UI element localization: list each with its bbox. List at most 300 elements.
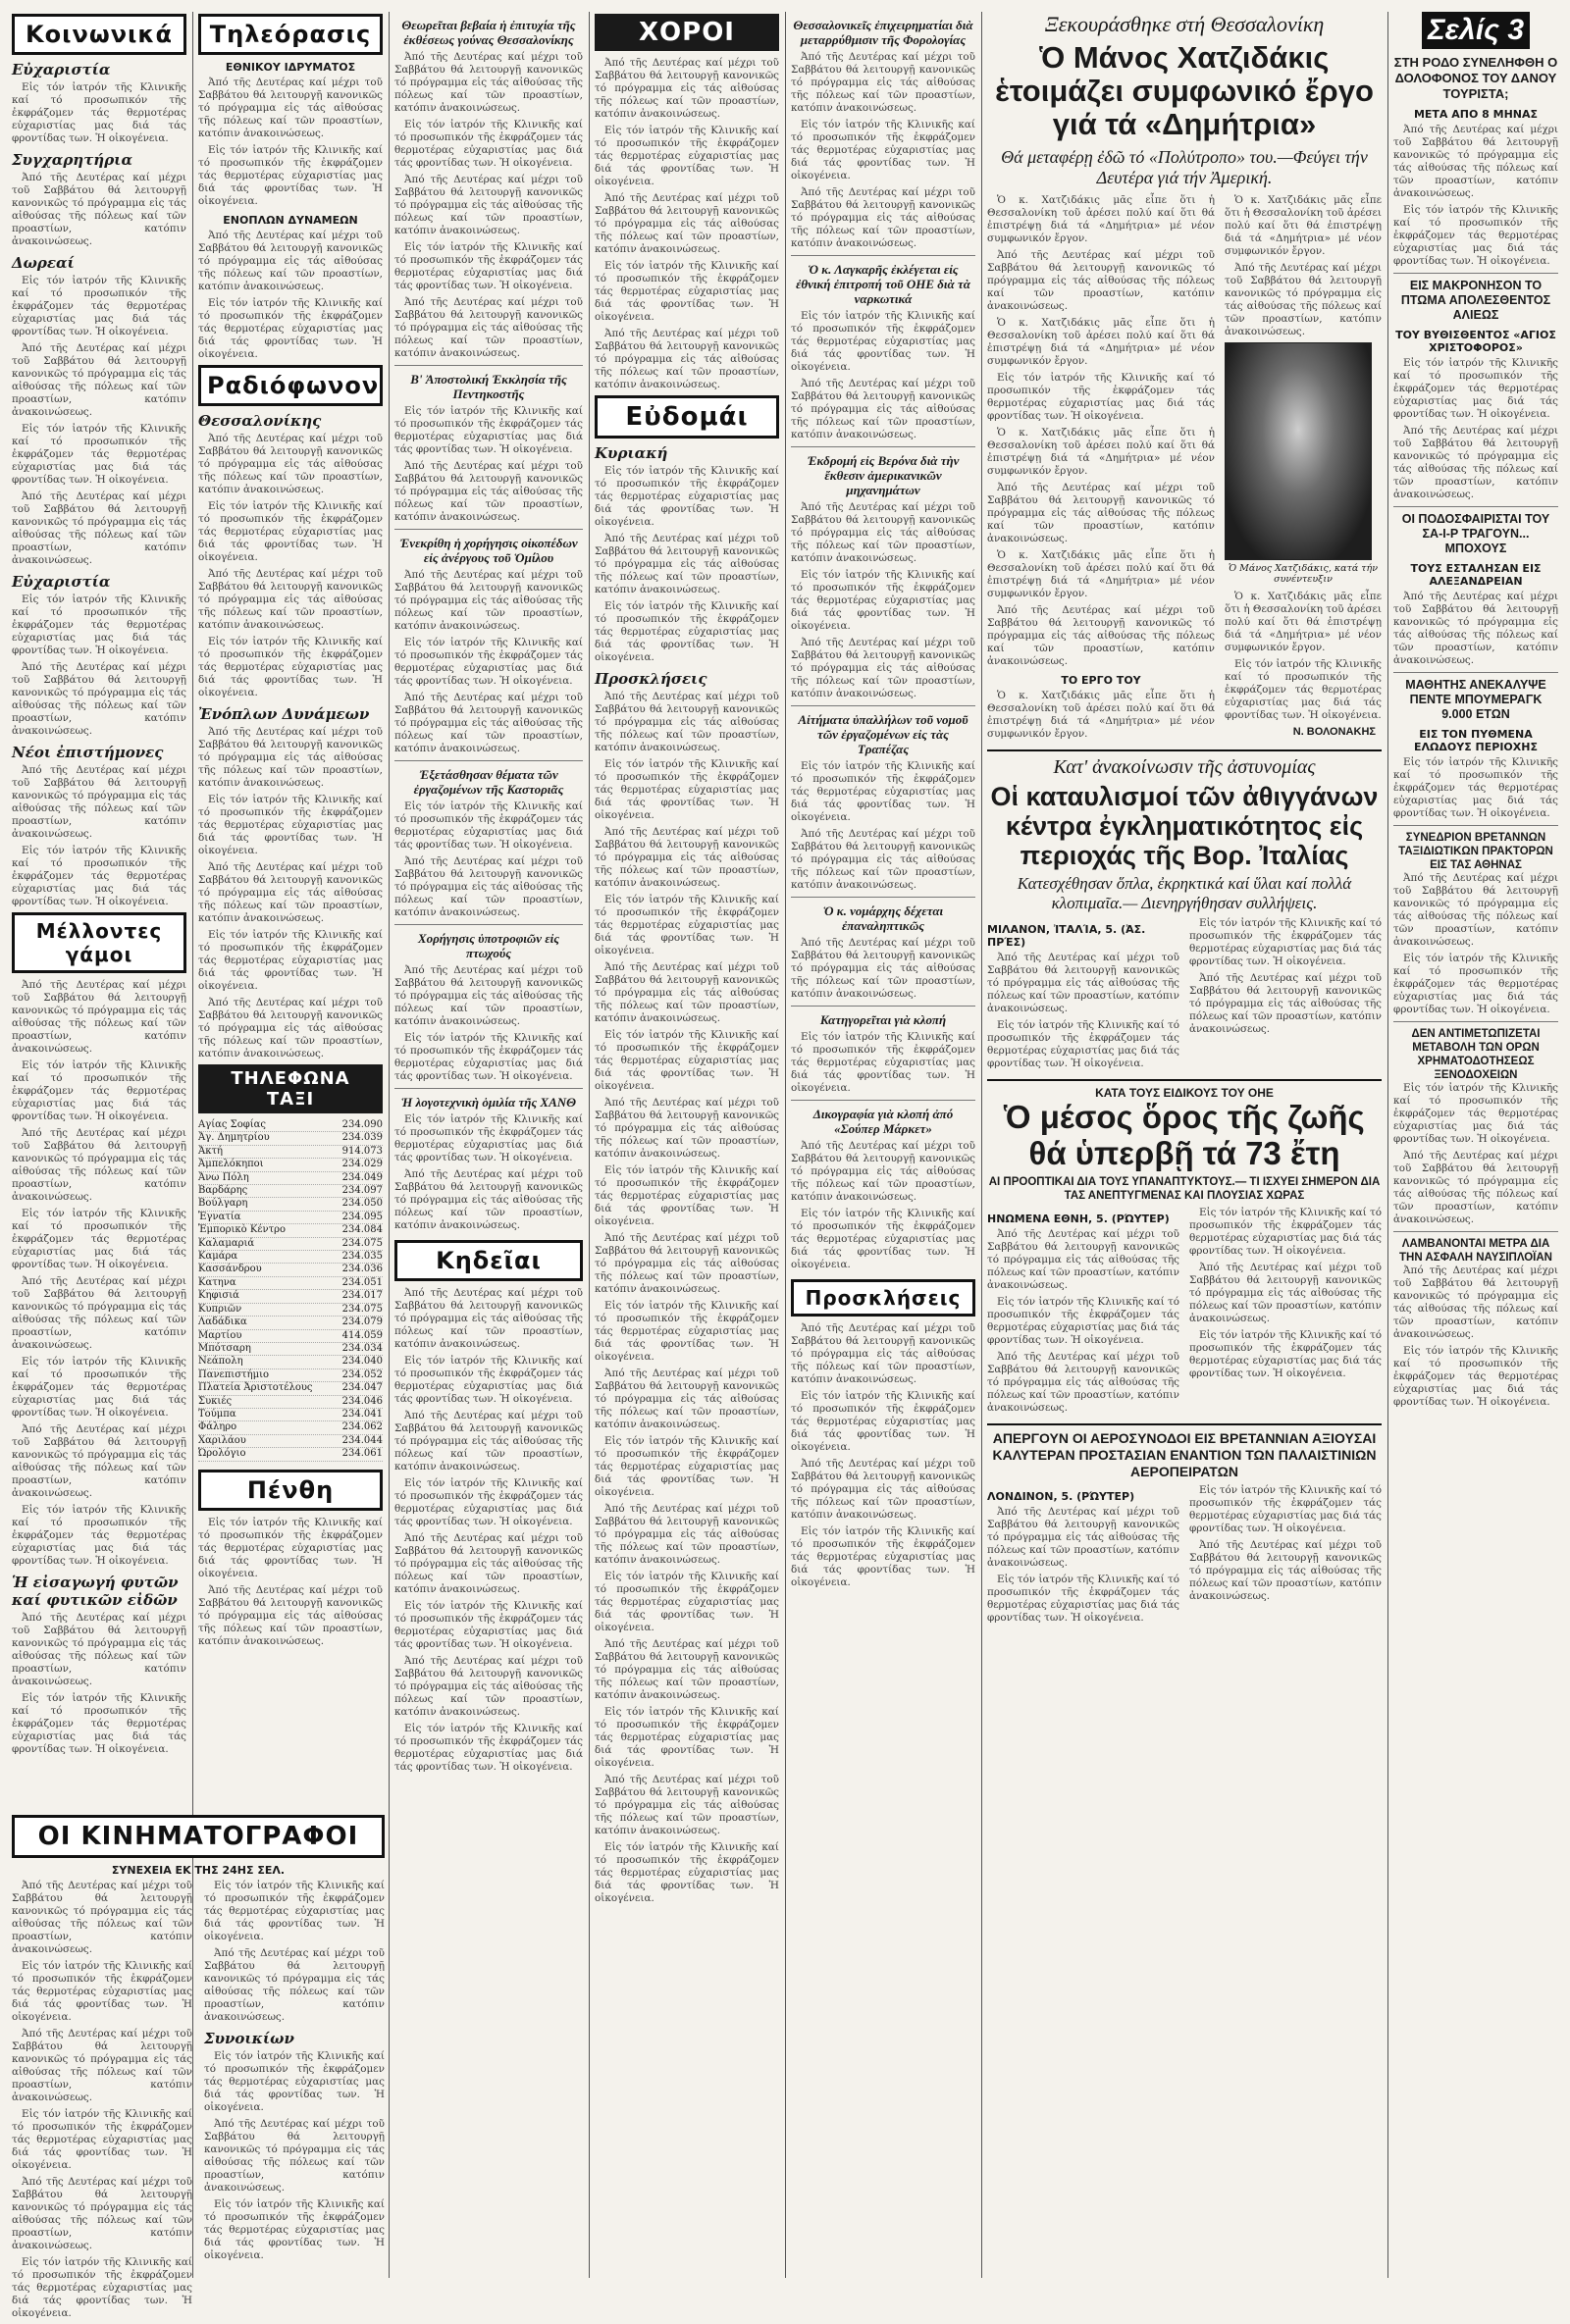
taxi-phone-row [198,1290,383,1303]
article-text: Εἰς τόν ἰατρόν τῆς Κλινικῆς καί τό προσωπικόν τῆς ἐκφράζομεν τάς θερμοτέρας εὐχαριστίας μας διά τάς φροντίδας των. Ἡ οἰκογένεια. [394,241,583,291]
article-text: Εἰς τόν ἰατρόν τῆς Κλινικῆς καί τό προσωπικόν τῆς ἐκφράζομεν τάς θερμοτέρας εὐχαριστίας μας διά τάς φροντίδας των. Ἡ οἰκογένεια. [12,1208,186,1270]
taxi-phone-row [198,1224,383,1237]
article-text: Εἰς τόν ἰατρόν τῆς Κλινικῆς καί τό προσωπικόν τῆς ἐκφράζομεν τάς θερμοτέρας εὐχαριστίας μας διά τάς φροντίδας των. Ἡ οἰκογένεια. [595,1571,779,1633]
brief-headline: ΣΥΝΕΔΡΙΟΝ ΒΡΕΤΑΝΝΩΝ ΤΑΞΙΔΙΩΤΙΚΩΝ ΠΡΑΚΤΟΡΩΝ ΕΙΣ ΤΑΣ ΑΘΗΝΑΣ [1398,832,1553,871]
taxi-area: Κασσάνδρου [198,1264,262,1275]
article-text: Ἀπό τῆς Δευτέρας καί μέχρι τοῦ Σαββάτου θά λειτουργῇ κανονικῶς τό πρόγραμμα εἰς τάς αἰθούσας τῆς πόλεως καί τῶν προαστίων, κατόπιν ἀνακοινώσεως. [394,174,583,236]
taxi-area: Μπότσαρη [198,1342,251,1354]
taxi-area: Ὠρολόγιο [198,1448,246,1460]
author-byline: Ν. ΒΟΛΟΝΑΚΗΣ [1292,726,1376,739]
taxi-area: Τούμπα [198,1408,236,1420]
taxi-number: 234.052 [341,1369,383,1380]
column-business [791,12,975,1593]
section-banner-appointments: Προσκλήσεις [791,1279,975,1317]
article-text: Εἰς τόν ἰατρόν τῆς Κλινικῆς καί τό προσωπικόν τῆς ἐκφράζομεν τάς θερμοτέρας εὐχαριστίας μας διά τάς φροντίδας των. Ἡ οἰκογένεια. [1189,917,1382,968]
taxi-number: 234.049 [341,1171,383,1183]
article-text: Ἀπό τῆς Δευτέρας καί μέχρι τοῦ Σαββάτου θά λειτουργῇ κανονικῶς τό πρόγραμμα εἰς τάς αἰθούσας τῆς πόλεως καί τῶν προαστίων, κατόπιν ἀνακοινώσεως. [394,1168,583,1231]
taxi-area: Συκιές [198,1395,233,1407]
article-text: Εἰς τόν ἰατρόν τῆς Κλινικῆς καί τό προσωπικόν τῆς ἐκφράζομεν τάς θερμοτέρας εὐχαριστίας μας διά τάς φροντίδας των. Ἡ οἰκογένεια. [595,1300,779,1363]
page-number-logo: Σελίς 3 [1422,12,1530,49]
taxi-phone-row [198,1369,383,1382]
article-text: Ἀπό τῆς Δευτέρας καί μέχρι τοῦ Σαββάτου θά λειτουργῇ κανονικῶς τό πρόγραμμα εἰς τάς αἰθούσας τῆς πόλεως καί τῶν προαστίων, κατόπιν ἀνακοινώσεως. [1189,972,1382,1036]
taxi-phone-row [198,1198,383,1211]
taxi-phone-list [198,1119,383,1462]
taxi-number: 234.084 [341,1224,383,1236]
article-text: Εἰς τόν ἰατρόν τῆς Κλινικῆς καί τό προσωπικόν τῆς ἐκφράζομεν τάς θερμοτέρας εὐχαριστίας μας διά τάς φροντίδας των. Ἡ οἰκογένεια. [1189,1328,1382,1379]
article-text: Ἀπό τῆς Δευτέρας καί μέχρι τοῦ Σαββάτου θά λειτουργῇ κανονικῶς τό πρόγραμμα εἰς τάς αἰθούσας τῆς πόλεως καί τῶν προαστίων, κατόπιν ἀνακοινώσεως. [198,433,383,495]
taxi-number: 234.090 [341,1119,383,1130]
article-text: Ἀπό τῆς Δευτέρας καί μέχρι τοῦ Σαββάτου θά λειτουργῇ κανονικῶς τό πρόγραμμα εἰς τάς αἰθούσας τῆς πόλεως καί τῶν προαστίων, κατόπιν ἀνακοινώσεως. [1393,1150,1558,1225]
brief-headline: ΜΑΘΗΤΗΣ ΑΝΕΚΑΛΥΨΕ ΠΕΝΤΕ ΜΠΟΥΜΕΡΑΓΚ 9.000 ΕΤΩΝ [1405,678,1546,721]
un-kicker: ΚΑΤΑ ΤΟΥΣ ΕΙΔΙΚΟΥΣ ΤΟΥ ΟΗΕ [1095,1086,1274,1101]
article-text: Ἀπό τῆς Δευτέρας καί μέχρι τοῦ Σαββάτου θά λειτουργῇ κανονικῶς τό πρόγραμμα εἰς τάς αἰθούσας τῆς πόλεως καί τῶν προαστίων, κατόπιν ἀνακοινώσεως. [595,57,779,120]
article-headline: Αἰτήματα ὑπαλλήλων τοῦ νομοῦ τῶν ἐργαζομένων εἰς τὰς Τραπέζας [798,712,968,756]
article-text: Ἀπό τῆς Δευτέρας καί μέχρι τοῦ Σαββάτου θά λειτουργῇ κανονικῶς τό πρόγραμμα εἰς τάς αἰθούσας τῆς πόλεως καί τῶν προαστίων, κατόπιν ἀνακοινώσεως. [12,1275,186,1351]
taxi-phone-row [198,1277,383,1290]
taxi-phone-row [198,1251,383,1264]
article-text: Ἀπό τῆς Δευτέρας καί μέχρι τοῦ Σαββάτου θά λειτουργῇ κανονικῶς τό πρόγραμμα εἰς τάς αἰθούσας τῆς πόλεως καί τῶν προαστίων, κατόπιν ἀνακοινώσεως. [12,979,186,1055]
article-text: Ἀπό τῆς Δευτέρας καί μέχρι τοῦ Σαββάτου θά λειτουργῇ κανονικῶς τό πρόγραμμα εἰς τάς αἰθούσας τῆς πόλεως καί τῶν προαστίων, κατόπιν ἀνακοινώσεως. [791,1140,975,1203]
subhead: Νέοι ἐπιστήμονες [12,744,164,761]
taxi-number: 414.059 [341,1329,383,1341]
article-text: Εἰς τόν ἰατρόν τῆς Κλινικῆς καί τό προσωπικόν τῆς ἐκφράζομεν τάς θερμοτέρας εὐχαριστίας μας διά τάς φροντίδας των. Ἡ οἰκογένεια. [12,1059,186,1122]
taxi-area: Αγίας Σοφίας [198,1119,267,1130]
article-text: Εἰς τόν ἰατρόν τῆς Κλινικῆς καί τό προσωπικόν τῆς ἐκφράζομεν τάς θερμοτέρας εὐχαριστίας μας διά τάς φροντίδας των. Ἡ οἰκογένεια. [1393,1345,1558,1408]
article-text: Ὁ κ. Χατζιδάκις μᾶς εἶπε ὅτι ἡ Θεσσαλονίκη τοῦ ἀρέσει πολύ καί ὅτι θά ἐπιστρέψῃ διά τά «Δημήτρια» μέ νέον συμφωνικόν ἔργον. [987,317,1215,368]
article-text: Ἀπό τῆς Δευτέρας καί μέχρι τοῦ Σαββάτου θά λειτουργῇ κανονικῶς τό πρόγραμμα εἰς τάς αἰθούσας τῆς πόλεως καί τῶν προαστίων, κατόπιν ἀνακοινώσεως. [987,249,1215,313]
italy-deck: Κατεσχέθησαν ὅπλα, ἐκρηκτικά καί ὕλαι καί πολλά κλοπιμαῖα.— Διενηργήθησαν συλλήψεις. [1017,874,1352,913]
article-text: Εἰς τόν ἰατρόν τῆς Κλινικῆς καί τό προσωπικόν τῆς ἐκφράζομεν τάς θερμοτέρας εὐχαριστίας μας διά τάς φροντίδας των. Ἡ οἰκογένεια. [198,929,383,992]
taxi-phone-row [198,1172,383,1185]
separator [394,529,583,530]
taxi-number: 234.062 [341,1421,383,1433]
separator [791,255,975,256]
separator [1393,1231,1558,1232]
taxi-phone-row [198,1212,383,1224]
taxi-phone-row [198,1396,383,1409]
article-text: Εἰς τόν ἰατρόν τῆς Κλινικῆς καί τό προσωπικόν τῆς ἐκφράζομεν τάς θερμοτέρας εὐχαριστίας μας διά τάς φροντίδας των. Ἡ οἰκογένεια. [595,260,779,323]
article-text: Εἰς τόν ἰατρόν τῆς Κλινικῆς καί τό προσωπικόν τῆς ἐκφράζομεν τάς θερμοτέρας εὐχαριστίας μας διά τάς φροντίδας των. Ἡ οἰκογένεια. [394,1355,583,1405]
taxi-area: Ἀμπελόκηποι [198,1159,264,1170]
subhead: Προσκλήσεις [595,670,707,688]
article-text: Εἰς τόν ἰατρόν τῆς Κλινικῆς καί τό προσωπικόν τῆς ἐκφράζομεν τάς θερμοτέρας εὐχαριστίας μας διά τάς φροντίδας των. Ἡ οἰκογένεια. [12,1960,192,2023]
article-text: Εἰς τόν ἰατρόν τῆς Κλινικῆς καί τό προσωπικόν τῆς ἐκφράζομεν τάς θερμοτέρας εὐχαριστίας μας διά τάς φροντίδας των. Ἡ οἰκογένεια. [595,1164,779,1227]
taxi-number: 234.047 [341,1382,383,1394]
article-text: Ἀπό τῆς Δευτέρας καί μέχρι τοῦ Σαββάτου θά λειτουργῇ κανονικῶς τό πρόγραμμα εἰς τάς αἰθούσας τῆς πόλεως καί τῶν προαστίων, κατόπιν ἀνακοινώσεως. [394,964,583,1027]
article-text: Εἰς τόν ἰατρόν τῆς Κλινικῆς καί τό προσωπικόν τῆς ἐκφράζομεν τάς θερμοτέρας εὐχαριστίας μας διά τάς φροντίδας των. Ἡ οἰκογένεια. [595,125,779,187]
taxi-number: 234.051 [341,1276,383,1288]
subhead: Εὐχαριστία [12,573,111,591]
taxi-phone-row [198,1264,383,1276]
article-text: Εἰς τόν ἰατρόν τῆς Κλινικῆς καί τό προσωπικόν τῆς ἐκφράζομεν τάς θερμοτέρας εὐχαριστίας μας διά τάς φροντίδας των. Ἡ οἰκογένεια. [595,894,779,956]
portrait-photo [1225,342,1372,560]
article-text: Ἀπό τῆς Δευτέρας καί μέχρι τοῦ Σαββάτου θά λειτουργῇ κανονικῶς τό πρόγραμμα εἰς τάς αἰθούσας τῆς πόλεως καί τῶν προαστίων, κατόπιν ἀνακοινώσεως. [12,1612,186,1687]
taxi-area: Λαδάδικα [198,1317,247,1328]
article-text: Εἰς τόν ἰατρόν τῆς Κλινικῆς καί τό προσωπικόν τῆς ἐκφράζομεν τάς θερμοτέρας εὐχαριστίας μας διά τάς φροντίδας των. Ἡ οἰκογένεια. [1393,1082,1558,1145]
cinema-intro: ΣΥΝΕΧΕΙΑ ΕΚ ΤΗΣ 24ΗΣ ΣΕΛ. [111,1864,286,1877]
article-text: Ἀπό τῆς Δευτέρας καί μέχρι τοῦ Σαββάτου θά λειτουργῇ κανονικῶς τό πρόγραμμα εἰς τάς αἰθούσας τῆς πόλεως καί τῶν προαστίων, κατόπιν ἀνακοινώσεως. [1393,591,1558,666]
article-text: Εἰς τόν ἰατρόν τῆς Κλινικῆς καί τό προσωπικόν τῆς ἐκφράζομεν τάς θερμοτέρας εὐχαριστίας μας διά τάς φροντίδας των. Ἡ οἰκογένεια. [12,594,186,656]
taxi-number: 234.079 [341,1317,383,1328]
section-banner-funerals: Κηδεῖαι [394,1240,583,1281]
section-banner-mourning: Πένθη [198,1470,383,1511]
article-text: Εἰς τόν ἰατρόν τῆς Κλινικῆς καί τό προσωπικόν τῆς ἐκφράζομεν τάς θερμοτέρας εὐχαριστίας μας διά τάς φροντίδας των. Ἡ οἰκογένεια. [791,310,975,373]
article-text: Ὁ κ. Χατζιδάκις μᾶς εἶπε ὅτι ἡ Θεσσαλονίκη τοῦ ἀρέσει πολύ καί ὅτι θά ἐπιστρέψῃ διά τά «Δημήτρια» μέ νέον συμφωνικόν ἔργον. [987,549,1215,600]
feature-section [987,12,1382,1628]
separator [1393,825,1558,826]
article-text: Ἀπό τῆς Δευτέρας καί μέχρι τοῦ Σαββάτου θά λειτουργῇ κανονικῶς τό πρόγραμμα εἰς τάς αἰθούσας τῆς πόλεως καί τῶν προαστίων, κατόπιν ἀνακοινώσεως. [1189,1261,1382,1324]
article-headline: Ὁ κ. νομάρχης δέχεται ἐπαναληπτικῶς [822,904,944,933]
article-text: Ἀπό τῆς Δευτέρας καί μέχρι τοῦ Σαββάτου θά λειτουργῇ κανονικῶς τό πρόγραμμα εἰς τάς αἰθούσας τῆς πόλεως καί τῶν προαστίων, κατόπιν ἀνακοινώσεως. [987,604,1215,668]
separator [394,924,583,925]
article-text: Ἀπό τῆς Δευτέρας καί μέχρι τοῦ Σαββάτου θά λειτουργῇ κανονικῶς τό πρόγραμμα εἰς τάς αἰθούσας τῆς πόλεως καί τῶν προαστίων, κατόπιν ἀνακοινώσεως. [1189,1538,1382,1602]
strike-headline: ΑΠΕΡΓΟΥΝ ΟΙ ΑΕΡΟΣΥΝΟΔΟΙ ΕΙΣ ΒΡΕΤΑΝΝΙΑΝ ΑΞΙΟΥΣΑΙ ΚΑΛΥΤΕΡΑΝ ΠΡΟΣΤΑΣΙΑΝ ΕΝΑΝΤΙΟΝ ΤΩΝ ΠΑΛΑΙΣΤΙΝΙΩΝ ΑΕΡΟΠΕΙΡΑΤΩΝ [992,1429,1377,1479]
article-text: Εἰς τόν ἰατρόν τῆς Κλινικῆς καί τό προσωπικόν τῆς ἐκφράζομεν τάς θερμοτέρας εὐχαριστίας μας διά τάς φροντίδας των. Ἡ οἰκογένεια. [394,800,583,851]
article-text: Εἰς τόν ἰατρόν τῆς Κλινικῆς καί τό προσωπικόν τῆς ἐκφράζομεν τάς θερμοτέρας εὐχαριστίας μας διά τάς φροντίδας των. Ἡ οἰκογένεια. [394,1600,583,1650]
taxi-number: 234.046 [341,1395,383,1407]
taxi-area: Καλαμαριά [198,1237,255,1249]
subhead: Θεσσαλονίκης [198,412,322,430]
dateline: ΛΟΝΔΙΝΟΝ, 5. (ΡΏΥΤΕΡ) [987,1489,1135,1503]
article-text: Εἰς τόν ἰατρόν τῆς Κλινικῆς καί τό προσωπικόν τῆς ἐκφράζομεν τάς θερμοτέρας εὐχαριστίας μας διά τάς φροντίδας των. Ἡ οἰκογένεια. [595,1029,779,1092]
taxi-area: Πλατεία Ἀριστοτέλους [198,1382,313,1394]
taxi-number: 234.017 [341,1290,383,1302]
article-text: Εἰς τόν ἰατρόν τῆς Κλινικῆς καί τό προσωπικόν τῆς ἐκφράζομεν τάς θερμοτέρας εὐχαριστίας μας διά τάς φροντίδας των. Ἡ οἰκογένεια. [1189,1206,1382,1257]
separator [987,1079,1382,1081]
taxi-area: Πανεπιστήμιο [198,1369,270,1380]
taxi-area: Κηφισιά [198,1290,239,1302]
taxi-phone-row [198,1185,383,1198]
separator [791,897,975,898]
taxi-phone-row [198,1356,383,1369]
dateline: ΜΙΛΑΝΟΝ, ἸΤΑΛΊΑ, 5. (ἈΣ. ΠΡΈΣ) [987,923,1146,950]
taxi-number: 234.095 [341,1211,383,1222]
article-text: Ἀπό τῆς Δευτέρας καί μέχρι τοῦ Σαββάτου θά λειτουργῇ κανονικῶς τό πρόγραμμα εἰς τάς αἰθούσας τῆς πόλεως καί τῶν προαστίων, κατόπιν ἀνακοινώσεως. [595,1097,779,1160]
article-text: Εἰς τόν ἰατρόν τῆς Κλινικῆς καί τό προσωπικόν τῆς ἐκφράζομεν τάς θερμοτέρας εὐχαριστίας μας διά τάς φροντίδας των. Ἡ οἰκογένεια. [198,1516,383,1579]
taxi-number: 234.044 [341,1434,383,1446]
article-text: Εἰς τόν ἰατρόν τῆς Κλινικῆς καί τό προσωπικόν τῆς ἐκφράζομεν τάς θερμοτέρας εὐχαριστίας μας διά τάς φροντίδας των. Ἡ οἰκογένεια. [204,2198,385,2261]
un-headline: Ὁ μέσος ὅρος τῆς ζωῆς θά ὑπερβῇ τά 73 ἔτη [1004,1099,1365,1171]
column-local-news [394,12,583,1778]
article-text: Ἀπό τῆς Δευτέρας καί μέχρι τοῦ Σαββάτου θά λειτουργῇ κανονικῶς τό πρόγραμμα εἰς τάς αἰθούσας τῆς πόλεως καί τῶν προαστίων, κατόπιν ἀνακοινώσεως. [12,491,186,566]
subhead: Κυριακή [595,444,668,462]
section-banner-taxi-phones: ΤΗΛΕΦΩΝΑ ΤΑΞΙ [198,1064,383,1113]
article-text: Εἰς τόν ἰατρόν τῆς Κλινικῆς καί τό προσωπικόν τῆς ἐκφράζομεν τάς θερμοτέρας εὐχαριστίας μας διά τάς φροντίδας των. Ἡ οἰκογένεια. [12,1692,186,1755]
brief-headline: ΟΙ ΠΟΔΟΣΦΑΙΡΙΣΤΑΙ ΤΟΥ ΣΑ-Ι-Ρ ΤΡΑΓΟΥΝ... ΜΠΟΧΟΥΣ [1401,512,1550,555]
taxi-phone-row [198,1343,383,1356]
article-text: Εἰς τόν ἰατρόν τῆς Κλινικῆς καί τό προσωπικόν τῆς ἐκφράζομεν τάς θερμοτέρας εὐχαριστίας μας διά τάς φροντίδας των. Ἡ οἰκογένεια. [198,297,383,360]
article-headline: Θεωρεῖται βεβαία ἡ ἐπιτυχία τῆς ἐκθέσεως γούνας Θεσσαλονίκης [401,18,576,47]
article-text: Εἰς τόν ἰατρόν τῆς Κλινικῆς καί τό προσωπικόν τῆς ἐκφράζομεν τάς θερμοτέρας εὐχαριστίας μας διά τάς φροντίδας των. Ἡ οἰκογένεια. [595,758,779,821]
article-text: Ἀπό τῆς Δευτέρας καί μέχρι τοῦ Σαββάτου θά λειτουργῇ κανονικῶς τό πρόγραμμα εἰς τάς αἰθούσας τῆς πόλεως καί τῶν προαστίων, κατόπιν ἀνακοινώσεως. [987,482,1215,545]
article-headline: Κατηγορεῖται γιὰ κλοπή [819,1012,947,1027]
subhead: Ἡ εἰσαγωγή φυτῶν καί φυτικῶν εἰδῶν [12,1574,179,1609]
taxi-phone-row [198,1448,383,1461]
column-divider [589,12,590,2278]
article-text: Εἰς τόν ἰατρόν τῆς Κλινικῆς καί τό προσωπικόν τῆς ἐκφράζομεν τάς θερμοτέρας εὐχαριστίας μας διά τάς φροντίδας των. Ἡ οἰκογένεια. [791,1525,975,1588]
taxi-number: 234.040 [341,1356,383,1368]
article-headline: Δικογραφία γιὰ κλοπή ἀπό «Σούπερ Μάρκετ» [812,1107,954,1136]
brief-subhead: ΤΟΥ ΒΥΘΙΣΘΕΝΤΟΣ «ΑΓΙΟΣ ΧΡΙΣΤΟΦΟΡΟΣ» [1395,329,1556,354]
article-text: Ἀπό τῆς Δευτέρας καί μέχρι τοῦ Σαββάτου θά λειτουργῇ κανονικῶς τό πρόγραμμα εἰς τάς αἰθούσας τῆς πόλεως καί τῶν προαστίων, κατόπιν ἀνακοινώσεως. [595,1774,779,1836]
brief-headline: ΕΙΣ ΜΑΚΡΟΝΗΣΟΝ ΤΟ ΠΤΩΜΑ ΑΠΟΛΕΣΘΕΝΤΟΣ ΑΛΙΕΩΣ [1400,279,1551,322]
article-text: Ἀπό τῆς Δευτέρας καί μέχρι τοῦ Σαββάτου θά λειτουργῇ κανονικῶς τό πρόγραμμα εἰς τάς αἰθούσας τῆς πόλεως καί τῶν προαστίων, κατόπιν ἀνακοινώσεως. [987,1350,1179,1414]
article-text: Εἰς τόν ἰατρόν τῆς Κλινικῆς καί τό προσωπικόν τῆς ἐκφράζομεν τάς θερμοτέρας εὐχαριστίας μας διά τάς φροντίδας των. Ἡ οἰκογένεια. [394,1113,583,1163]
article-text: Ἀπό τῆς Δευτέρας καί μέχρι τοῦ Σαββάτου θά λειτουργῇ κανονικῶς τό πρόγραμμα εἰς τάς αἰθούσας τῆς πόλεως καί τῶν προαστίων, κατόπιν ἀνακοινώσεως. [595,1232,779,1295]
article-text: Ἀπό τῆς Δευτέρας καί μέχρι τοῦ Σαββάτου θά λειτουργῇ κανονικῶς τό πρόγραμμα εἰς τάς αἰθούσας τῆς πόλεως καί τῶν προαστίων, κατόπιν ἀνακοινώσεως. [1393,1265,1558,1340]
separator [1393,273,1558,274]
article-text: Εἰς τόν ἰατρόν τῆς Κλινικῆς καί τό προσωπικόν τῆς ἐκφράζομεν τάς θερμοτέρας εὐχαριστίας μας διά τάς φροντίδας των. Ἡ οἰκογένεια. [394,1477,583,1527]
article-text: Ἀπό τῆς Δευτέρας καί μέχρι τοῦ Σαββάτου θά λειτουργῇ κανονικῶς τό πρόγραμμα εἰς τάς αἰθούσας τῆς πόλεως καί τῶν προαστίων, κατόπιν ἀνακοινώσεως. [394,855,583,918]
article-headline: Ὁ κ. Λαγκαρῆς ἐκλέγεται εἰς ἐθνική ἐπιτροπή τοῦ ΟΗΕ διὰ τὰ ναρκωτικά [796,262,970,306]
article-text: Ἀπό τῆς Δευτέρας καί μέχρι τοῦ Σαββάτου θά λειτουργῇ κανονικῶς τό πρόγραμμα εἰς τάς αἰθούσας τῆς πόλεως καί τῶν προαστίων, κατόπιν ἀνακοινώσεως. [198,568,383,631]
taxi-number: 234.034 [341,1342,383,1354]
article-text: Ἀπό τῆς Δευτέρας καί μέχρι τοῦ Σαββάτου θά λειτουργῇ κανονικῶς τό πρόγραμμα εἰς τάς αἰθούσας τῆς πόλεως καί τῶν προαστίων, κατόπιν ἀνακοινώσεως. [1393,872,1558,948]
article-text: Ἀπό τῆς Δευτέρας καί μέχρι τοῦ Σαββάτου θά λειτουργῇ κανονικῶς τό πρόγραμμα εἰς τάς αἰθούσας τῆς πόλεως καί τῶν προαστίων, κατόπιν ἀνακοινώσεως. [791,1458,975,1521]
section-banner-excursions: Εὐδομάι [595,395,779,439]
article-text: Ἀπό τῆς Δευτέρας καί μέχρι τοῦ Σαββάτου θά λειτουργῇ κανονικῶς τό πρόγραμμα εἰς τάς αἰθούσας τῆς πόλεως καί τῶν προαστίων, κατόπιν ἀνακοινώσεως. [791,828,975,891]
taxi-area: Ἀκτή [198,1145,223,1157]
feature-kicker: Ξεκουράσθηκε στή Θεσσαλονίκη [1044,12,1325,36]
subhead: ΕΘΝΙΚΟΥ ΙΔΡΥΜΑΤΟΣ [225,61,356,74]
article-text: Εἰς τόν ἰατρόν τῆς Κλινικῆς καί τό προσωπικόν τῆς ἐκφράζομεν τάς θερμοτέρας εὐχαριστίας μας διά τάς φροντίδας των. Ἡ οἰκογένεια. [12,1356,186,1419]
separator [791,1006,975,1007]
article-headline: Ἐξετάσθησαν θέματα τῶν ἐργαζομένων τῆς Καστοριᾶς [413,767,564,797]
separator [791,705,975,706]
article-text: Εἰς τόν ἰατρόν τῆς Κλινικῆς καί τό προσωπικόν τῆς ἐκφράζομεν τάς θερμοτέρας εὐχαριστίας μας διά τάς φροντίδας των. Ἡ οἰκογένεια. [1393,357,1558,420]
article-text: Εἰς τόν ἰατρόν τῆς Κλινικῆς καί τό προσωπικόν τῆς ἐκφράζομεν τάς θερμοτέρας εὐχαριστίας μας διά τάς φροντίδας των. Ἡ οἰκογένεια. [791,760,975,823]
article-text: Ἀπό τῆς Δευτέρας καί μέχρι τοῦ Σαββάτου θά λειτουργῇ κανονικῶς τό πρόγραμμα εἰς τάς αἰθούσας τῆς πόλεως καί τῶν προαστίων, κατόπιν ἀνακοινώσεως. [1225,262,1382,338]
separator [987,1423,1382,1425]
taxi-phone-row [198,1146,383,1159]
article-text: Ἀπό τῆς Δευτέρας καί μέχρι τοῦ Σαββάτου θά λειτουργῇ κανονικῶς τό πρόγραμμα εἰς τάς αἰθούσας τῆς πόλεως καί τῶν προαστίων, κατόπιν ἀνακοινώσεως. [791,1322,975,1385]
section-banner-dances: ΧΟΡΟΙ [595,14,779,51]
article-text: Εἰς τόν ἰατρόν τῆς Κλινικῆς καί τό προσωπικόν τῆς ἐκφράζομεν τάς θερμοτέρας εὐχαριστίας μας διά τάς φροντίδας των. Ἡ οἰκογένεια. [394,119,583,169]
article-text: Εἰς τόν ἰατρόν τῆς Κλινικῆς καί τό προσωπικόν τῆς ἐκφράζομεν τάς θερμοτέρας εὐχαριστίας μας διά τάς φροντίδας των. Ἡ οἰκογένεια. [198,144,383,207]
article-text: Εἰς τόν ἰατρόν τῆς Κλινικῆς καί τό προσωπικόν τῆς ἐκφράζομεν τάς θερμοτέρας εὐχαριστίας μας διά τάς φροντίδας των. Ἡ οἰκογένεια. [12,1504,186,1567]
separator [1393,1021,1558,1022]
taxi-phone-row [198,1409,383,1421]
taxi-area: Μαρτίου [198,1329,242,1341]
taxi-number: 914.073 [341,1145,383,1157]
article-text: Ἀπό τῆς Δευτέρας καί μέχρι τοῦ Σαββάτου θά λειτουργῇ κανονικῶς τό πρόγραμμα εἰς τάς αἰθούσας τῆς πόλεως καί τῶν προαστίων, κατόπιν ἀνακοινώσεως. [791,501,975,564]
article-text: Εἰς τόν ἰατρόν τῆς Κλινικῆς καί τό προσωπικόν τῆς ἐκφράζομεν τάς θερμοτέρας εὐχαριστίας μας διά τάς φροντίδας των. Ἡ οἰκογένεια. [198,794,383,856]
taxi-phone-row [198,1304,383,1317]
taxi-area: Ἀγ. Δημητρίου [198,1132,270,1144]
article-text: Εἰς τόν ἰατρόν τῆς Κλινικῆς καί τό προσωπικόν τῆς ἐκφράζομεν τάς θερμοτέρας εὐχαριστίας μας διά τάς φροντίδας των. Ἡ οἰκογένεια. [394,405,583,455]
article-text: Ἀπό τῆς Δευτέρας καί μέχρι τοῦ Σαββάτου θά λειτουργῇ κανονικῶς τό πρόγραμμα εἰς τάς αἰθούσας τῆς πόλεως καί τῶν προαστίων, κατόπιν ἀνακοινώσεως. [987,1227,1179,1291]
column-broadcast [198,12,383,1807]
section-banner-social: Κοινωνικά [12,14,186,55]
separator [791,446,975,447]
article-text: Εἰς τόν ἰατρόν τῆς Κλινικῆς καί τό προσωπικόν τῆς ἐκφράζομεν τάς θερμοτέρας εὐχαριστίας μας διά τάς φροντίδας των. Ἡ οἰκογένεια. [595,600,779,663]
subhead: Δωρεαί [12,254,75,272]
subhead: Συνοικίων [204,2030,294,2047]
section-banner-cinemas: ΟΙ ΚΙΝΗΜΑΤΟΓΡΑΦΟΙ [12,1815,385,1858]
article-text: Ἀπό τῆς Δευτέρας καί μέχρι τοῦ Σαββάτου θά λειτουργῇ κανονικῶς τό πρόγραμμα εἰς τάς αἰθούσας τῆς πόλεως καί τῶν προαστίων, κατόπιν ἀνακοινώσεως. [198,77,383,139]
article-text: Εἰς τόν ἰατρόν τῆς Κλινικῆς καί τό προσωπικόν τῆς ἐκφράζομεν τάς θερμοτέρας εὐχαριστίας μας διά τάς φροντίδας των. Ἡ οἰκογένεια. [987,1019,1179,1070]
article-text: Εἰς τόν ἰατρόν τῆς Κλινικῆς καί τό προσωπικόν τῆς ἐκφράζομεν τάς θερμοτέρας εὐχαριστίας μας διά τάς φροντίδας των. Ἡ οἰκογένεια. [1393,204,1558,267]
taxi-phone-row [198,1238,383,1251]
italy-headline: Οἱ καταυλισμοί τῶν ἀθιγγάνων κέντρα ἐγκληματικότητος εἰς περιοχάς τῆς Βορ. Ἰταλίας [990,782,1379,870]
article-text: Ἀπό τῆς Δευτέρας καί μέχρι τοῦ Σαββάτου θά λειτουργῇ κανονικῶς τό πρόγραμμα εἰς τάς αἰθούσας τῆς πόλεως καί τῶν προαστίων, κατόπιν ἀνακοινώσεως. [12,661,186,737]
article-text: Ἀπό τῆς Δευτέρας καί μέχρι τοῦ Σαββάτου θά λειτουργῇ κανονικῶς τό πρόγραμμα εἰς τάς αἰθούσας τῆς πόλεως καί τῶν προαστίων, κατόπιν ἀνακοινώσεως. [12,172,186,247]
article-text: Ἀπό τῆς Δευτέρας καί μέχρι τοῦ Σαββάτου θά λειτουργῇ κανονικῶς τό πρόγραμμα εἰς τάς αἰθούσας τῆς πόλεως καί τῶν προαστίων, κατόπιν ἀνακοινώσεως. [595,328,779,390]
article-text: Εἰς τόν ἰατρόν τῆς Κλινικῆς καί τό προσωπικόν τῆς ἐκφράζομεν τάς θερμοτέρας εὐχαριστίας μας διά τάς φροντίδας των. Ἡ οἰκογένεια. [12,81,186,144]
taxi-area: Βαρδάρης [198,1185,248,1197]
article-text: Ἀπό τῆς Δευτέρας καί μέχρι τοῦ Σαββάτου θά λειτουργῇ κανονικῶς τό πρόγραμμα εἰς τάς αἰθούσας τῆς πόλεως καί τῶν προαστίων, κατόπιν ἀνακοινώσεως. [394,1655,583,1718]
italy-kicker: Κατ' ἀνακοίνωσιν τῆς ἀστυνομίας [1053,756,1316,779]
taxi-number: 234.075 [341,1303,383,1315]
article-text: Ἀπό τῆς Δευτέρας καί μέχρι τοῦ Σαββάτου θά λειτουργῇ κανονικῶς τό πρόγραμμα εἰς τάς αἰθούσας τῆς πόλεως καί τῶν προαστίων, κατόπιν ἀνακοινώσεως. [791,186,975,249]
subhead: ΕΝΟΠΛΩΝ ΔΥΝΑΜΕΩΝ [223,214,358,227]
article-text: Εἰς τόν ἰατρόν τῆς Κλινικῆς καί τό προσωπικόν τῆς ἐκφράζομεν τάς θερμοτέρας εὐχαριστίας μας διά τάς φροντίδας των. Ἡ οἰκογένεια. [394,1723,583,1773]
taxi-phone-row [198,1119,383,1132]
taxi-area: Ἀνω Πόλη [198,1171,249,1183]
article-headline: Ἐνεκρίθη ἡ χορήγησις οἰκοπέδων εἰς ἀνέργους τοῦ Ὁμίλου [399,536,578,565]
article-text: Ἀπό τῆς Δευτέρας καί μέχρι τοῦ Σαββάτου θά λειτουργῇ κανονικῶς τό πρόγραμμα εἰς τάς αἰθούσας τῆς πόλεως καί τῶν προαστίων, κατόπιν ἀνακοινώσεως. [791,637,975,699]
un-deck: ΑΙ ΠΡΟΟΠΤΙΚΑΙ ΔΙΑ ΤΟΥΣ ΥΠΑΝΑΠΤΥΚΤΟΥΣ.— ΤΙ ΙΣΧΥΕΙ ΣΗΜΕΡΟΝ ΔΙΑ ΤΑΣ ΑΝΕΠΤΥΓΜΕΝΑΣ ΚΑΙ ΠΛΟΥΣΙΑΣ ΧΩΡΑΣ [988,1175,1381,1202]
article-text: Εἰς τόν ἰατρόν τῆς Κλινικῆς καί τό προσωπικόν τῆς ἐκφράζομεν τάς θερμοτέρας εὐχαριστίας μας διά τάς φροντίδας των. Ἡ οἰκογένεια. [12,845,186,907]
article-text: Εἰς τόν ἰατρόν τῆς Κλινικῆς καί τό προσωπικόν τῆς ἐκφράζομεν τάς θερμοτέρας εὐχαριστίας μας διά τάς φροντίδας των. Ἡ οἰκογένεια. [204,2050,385,2113]
article-text: Ὁ κ. Χατζιδάκις μᾶς εἶπε ὅτι ἡ Θεσσαλονίκη τοῦ ἀρέσει πολύ καί ὅτι θά ἐπιστρέψῃ διά τά «Δημήτρια» μέ νέον συμφωνικόν ἔργον. [1225,194,1382,258]
taxi-number: 234.029 [341,1159,383,1170]
article-text: Εἰς τόν ἰατρόν τῆς Κλινικῆς καί τό προσωπικόν τῆς ἐκφράζομεν τάς θερμοτέρας εὐχαριστίας μας διά τάς φροντίδας των. Ἡ οἰκογένεια. [1189,1483,1382,1534]
article-text: Ἀπό τῆς Δευτέρας καί μέχρι τοῦ Σαββάτου θά λειτουργῇ κανονικῶς τό πρόγραμμα εἰς τάς αἰθούσας τῆς πόλεως καί τῶν προαστίων, κατόπιν ἀνακοινώσεως. [595,1368,779,1430]
article-text: Εἰς τόν ἰατρόν τῆς Κλινικῆς καί τό προσωπικόν τῆς ἐκφράζομεν τάς θερμοτέρας εὐχαριστίας μας διά τάς φροντίδας των. Ἡ οἰκογένεια. [987,1295,1179,1346]
brief-headline: ΣΤΗ ΡΟΔΟ ΣΥΝΕΛΗΦΘΗ Ο ΔΟΛΟΦΟΝΟΣ ΤΟΥ ΔΑΝΟΥ ΤΟΥΡΙΣΤΑ; [1393,55,1558,101]
article-text: Ὁ κ. Χατζιδάκις μᾶς εἶπε ὅτι ἡ Θεσσαλονίκη τοῦ ἀρέσει πολύ καί ὅτι θά ἐπιστρέψῃ διά τά «Δημήτρια» μέ νέον συμφωνικόν ἔργον. [987,194,1215,245]
taxi-area: Ἐμπορικὸ Κέντρο [198,1224,287,1236]
taxi-number: 234.061 [341,1448,383,1460]
article-text: Ἀπό τῆς Δευτέρας καί μέχρι τοῦ Σαββάτου θά λειτουργῇ κανονικῶς τό πρόγραμμα εἰς τάς αἰθούσας τῆς πόλεως καί τῶν προαστίων, κατόπιν ἀνακοινώσεως. [198,726,383,789]
taxi-area: Καμάρα [198,1251,238,1263]
brief-headline: ΔΕΝ ΑΝΤΙΜΕΤΩΠΙΖΕΤΑΙ ΜΕΤΑΒΟΛΗ ΤΩΝ ΟΡΩΝ ΧΡΗΜΑΤΟΔΟΤΗΣΕΩΣ ΞΕΝΟΔΟΧΕΙΩΝ [1411,1028,1541,1081]
article-text: Ἀπό τῆς Δευτέρας καί μέχρι τοῦ Σαββάτου θά λειτουργῇ κανονικῶς τό πρόγραμμα εἰς τάς αἰθούσας τῆς πόλεως καί τῶν προαστίων, κατόπιν ἀνακοινώσεως. [595,691,779,753]
section-banner-tv: Τηλεόρασις [198,14,383,55]
article-text: Ἀπό τῆς Δευτέρας καί μέχρι τοῦ Σαββάτου θά λειτουργῇ κανονικῶς τό πρόγραμμα εἰς τάς αἰθούσας τῆς πόλεως καί τῶν προαστίων, κατόπιν ἀνακοινώσεως. [791,937,975,1000]
article-text: Ἀπό τῆς Δευτέρας καί μέχρι τοῦ Σαββάτου θά λειτουργῇ κανονικῶς τό πρόγραμμα εἰς τάς αἰθούσας τῆς πόλεως καί τῶν προαστίων, κατόπιν ἀνακοινώσεως. [791,378,975,440]
article-text: Ἀπό τῆς Δευτέρας καί μέχρι τοῦ Σαββάτου θά λειτουργῇ κανονικῶς τό πρόγραμμα εἰς τάς αἰθούσας τῆς πόλεως καί τῶν προαστίων, κατόπιν ἀνακοινώσεως. [1393,425,1558,500]
article-text: Ἀπό τῆς Δευτέρας καί μέχρι τοῦ Σαββάτου θά λειτουργῇ κανονικῶς τό πρόγραμμα εἰς τάς αἰθούσας τῆς πόλεως καί τῶν προαστίων, κατόπιν ἀνακοινώσεως. [987,1505,1179,1569]
article-text: Ἀπό τῆς Δευτέρας καί μέχρι τοῦ Σαββάτου θά λειτουργῇ κανονικῶς τό πρόγραμμα εἰς τάς αἰθούσας τῆς πόλεως καί τῶν προαστίων, κατόπιν ἀνακοινώσεως. [595,1503,779,1566]
taxi-area: Ἐγνατία [198,1211,241,1222]
article-text: Εἰς τόν ἰατρόν τῆς Κλινικῆς καί τό προσωπικόν τῆς ἐκφράζομεν τάς θερμοτέρας εὐχαριστίας μας διά τάς φροντίδας των. Ἡ οἰκογένεια. [595,465,779,528]
article-text: Ἀπό τῆς Δευτέρας καί μέχρι τοῦ Σαββάτου θά λειτουργῇ κανονικῶς τό πρόγραμμα εἰς τάς αἰθούσας τῆς πόλεως καί τῶν προαστίων, κατόπιν ἀνακοινώσεως. [394,692,583,754]
article-text: Ἀπό τῆς Δευτέρας καί μέχρι τοῦ Σαββάτου θά λειτουργῇ κανονικῶς τό πρόγραμμα εἰς τάς αἰθούσας τῆς πόλεως καί τῶν προαστίων, κατόπιν ἀνακοινώσεως. [204,2118,385,2194]
taxi-number: 234.041 [341,1408,383,1420]
article-headline: Ἐκδρομή εἰς Βερόνα διὰ τὴν ἔκθεσιν ἀμερικανικῶν μηχανημάτων [807,453,960,497]
article-text: Εἰς τόν ἰατρόν τῆς Κλινικῆς καί τό προσωπικόν τῆς ἐκφράζομεν τάς θερμοτέρας εὐχαριστίας μας διά τάς φροντίδας των. Ἡ οἰκογένεια. [987,372,1215,423]
taxi-phone-row [198,1435,383,1448]
article-headline: Β' Ἀποστολική Ἐκκλησία τῆς Πεντηκοστῆς [410,372,567,401]
article-text: Ὁ κ. Χατζιδάκις μᾶς εἶπε ὅτι ἡ Θεσσαλονίκη τοῦ ἀρέσει πολύ καί ὅτι θά ἐπιστρέψῃ διά τά «Δημήτρια» μέ νέον συμφωνικόν ἔργον. [987,690,1215,741]
article-text: Ἀπό τῆς Δευτέρας καί μέχρι τοῦ Σαββάτου θά λειτουργῇ κανονικῶς τό πρόγραμμα εἰς τάς αἰθούσας τῆς πόλεως καί τῶν προαστίων, κατόπιν ἀνακοινώσεως. [595,961,779,1024]
article-text: Ἀπό τῆς Δευτέρας καί μέχρι τοῦ Σαββάτου θά λειτουργῇ κανονικῶς τό πρόγραμμα εἰς τάς αἰθούσας τῆς πόλεως καί τῶν προαστίων, κατόπιν ἀνακοινώσεως. [791,51,975,114]
taxi-number: 234.097 [341,1185,383,1197]
article-text: Ἀπό τῆς Δευτέρας καί μέχρι τοῦ Σαββάτου θά λειτουργῇ κανονικῶς τό πρόγραμμα εἰς τάς αἰθούσας τῆς πόλεως καί τῶν προαστίων, κατόπιν ἀνακοινώσεως. [198,1583,383,1647]
article-text: Εἰς τόν ἰατρόν τῆς Κλινικῆς καί τό προσωπικόν τῆς ἐκφράζομεν τάς θερμοτέρας εὐχαριστίας μας διά τάς φροντίδας των. Ἡ οἰκογένεια. [198,636,383,698]
brief-subhead: ΕΙΣ ΤΟΝ ΠΥΘΜΕΝΑ ΕΛΩΔΟΥΣ ΠΕΡΙΟΧΗΣ [1414,728,1538,753]
article-headline: Θεσσαλονικεῖς ἐπιχειρηματίαι διὰ μεταρρύθμισιν τῆς Φορολογίας [793,18,973,47]
article-text: Ἀπό τῆς Δευτέρας καί μέχρι τοῦ Σαββάτου θά λειτουργῇ κανονικῶς τό πρόγραμμα εἰς τάς αἰθούσας τῆς πόλεως καί τῶν προαστίων, κατόπιν ἀνακοινώσεως. [595,1638,779,1701]
taxi-area: Φάληρο [198,1421,237,1433]
article-text: Ἀπό τῆς Δευτέρας καί μέχρι τοῦ Σαββάτου θά λειτουργῇ κανονικῶς τό πρόγραμμα εἰς τάς αἰθούσας τῆς πόλεως καί τῶν προαστίων, κατόπιν ἀνακοινώσεως. [394,1410,583,1472]
article-text: Ἀπό τῆς Δευτέρας καί μέχρι τοῦ Σαββάτου θά λειτουργῇ κανονικῶς τό πρόγραμμα εἰς τάς αἰθούσας τῆς πόλεως καί τῶν προαστίων, κατόπιν ἀνακοινώσεως. [394,1532,583,1595]
photo-caption: Ὁ Μάνος Χατζιδάκις, κατά τήν συνέντευξιν [1229,563,1378,586]
article-text: Εἰς τόν ἰατρόν τῆς Κλινικῆς καί τό προσωπικόν τῆς ἐκφράζομεν τάς θερμοτέρας εὐχαριστίας μας διά τάς φροντίδας των. Ἡ οἰκογένεια. [595,1435,779,1498]
article-text: Εἰς τόν ἰατρόν τῆς Κλινικῆς καί τό προσωπικόν τῆς ἐκφράζομεν τάς θερμοτέρας εὐχαριστίας μας διά τάς φροντίδας των. Ἡ οἰκογένεια. [791,1031,975,1094]
article-text: Εἰς τόν ἰατρόν τῆς Κλινικῆς καί τό προσωπικόν τῆς ἐκφράζομεν τάς θερμοτέρας εὐχαριστίας μας διά τάς φροντίδας των. Ἡ οἰκογένεια. [198,500,383,563]
article-text: Εἰς τόν ἰατρόν τῆς Κλινικῆς καί τό προσωπικόν τῆς ἐκφράζομεν τάς θερμοτέρας εὐχαριστίας μας διά τάς φροντίδας των. Ἡ οἰκογένεια. [791,119,975,181]
article-text: Ἀπό τῆς Δευτέρας καί μέχρι τοῦ Σαββάτου θά λειτουργῇ κανονικῶς τό πρόγραμμα εἰς τάς αἰθούσας τῆς πόλεως καί τῶν προαστίων, κατόπιν ἀνακοινώσεως. [394,296,583,359]
subhead: Ἐνόπλων Δυνάμεων [198,705,370,723]
article-text: Ἀπό τῆς Δευτέρας καί μέχρι τοῦ Σαββάτου θά λειτουργῇ κανονικῶς τό πρόγραμμα εἰς τάς αἰθούσας τῆς πόλεως καί τῶν προαστίων, κατόπιν ἀνακοινώσεως. [394,569,583,632]
separator [987,749,1382,751]
taxi-phone-row [198,1330,383,1343]
article-text: Εἰς τόν ἰατρόν τῆς Κλινικῆς καί τό προσωπικόν τῆς ἐκφράζομεν τάς θερμοτέρας εὐχαριστίας μας διά τάς φροντίδας των. Ἡ οἰκογένεια. [204,1880,385,1942]
separator [394,365,583,366]
taxi-number: 234.050 [341,1198,383,1210]
article-headline: Χορήγησις ὑποτροφιῶν εἰς πτωχούς [417,931,560,960]
article-text: Ἀπό τῆς Δευτέρας καί μέχρι τοῦ Σαββάτου θά λειτουργῇ κανονικῶς τό πρόγραμμα εἰς τάς αἰθούσας τῆς πόλεως καί τῶν προαστίων, κατόπιν ἀνακοινώσεως. [595,533,779,595]
section-banner-radio: Ραδιόφωνον [198,365,383,406]
dateline: ΗΝΩΜΕΝΑ ΕΘΝΗ, 5. (ΡΏΥΤΕΡ) [987,1212,1170,1225]
feature-headline: Ὁ Μάνος Χατζιδάκις ἑτοιμάζει συμφωνικό ἔργο γιά τά «Δημήτρια» [995,40,1374,142]
column-divider [785,12,786,2278]
article-text: Ἀπό τῆς Δευτέρας καί μέχρι τοῦ Σαββάτου θά λειτουργῇ κανονικῶς τό πρόγραμμα εἰς τάς αἰθούσας τῆς πόλεως καί τῶν προαστίων, κατόπιν ἀνακοινώσεως. [12,2028,192,2103]
taxi-phone-row [198,1132,383,1145]
article-text: Ὁ κ. Χατζιδάκις μᾶς εἶπε ὅτι ἡ Θεσσαλονίκη τοῦ ἀρέσει πολύ καί ὅτι θά ἐπιστρέψῃ διά τά «Δημήτρια» μέ νέον συμφωνικόν ἔργον. [987,427,1215,478]
article-text: Ἀπό τῆς Δευτέρας καί μέχρι τοῦ Σαββάτου θά λειτουργῇ κανονικῶς τό πρόγραμμα εἰς τάς αἰθούσας τῆς πόλεως καί τῶν προαστίων, κατόπιν ἀνακοινώσεως. [394,1287,583,1350]
column-briefs [1393,12,1558,1413]
column-divider [389,12,390,2278]
article-text: Ἀπό τῆς Δευτέρας καί μέχρι τοῦ Σαββάτου θά λειτουργῇ κανονικῶς τό πρόγραμμα εἰς τάς αἰθούσας τῆς πόλεως καί τῶν προαστίων, κατόπιν ἀνακοινώσεως. [12,2176,192,2251]
article-text: Ἀπό τῆς Δευτέρας καί μέχρι τοῦ Σαββάτου θά λειτουργῇ κανονικῶς τό πρόγραμμα εἰς τάς αἰθούσας τῆς πόλεως καί τῶν προαστίων, κατόπιν ἀνακοινώσεως. [595,826,779,889]
article-text: Εἰς τόν ἰατρόν τῆς Κλινικῆς καί τό προσωπικόν τῆς ἐκφράζομεν τάς θερμοτέρας εὐχαριστίας μας διά τάς φροντίδας των. Ἡ οἰκογένεια. [394,1032,583,1082]
article-text: Ὁ κ. Χατζιδάκις μᾶς εἶπε ὅτι ἡ Θεσσαλονίκη τοῦ ἀρέσει πολύ καί ὅτι θά ἐπιστρέψῃ διά τά «Δημήτρια» μέ νέον συμφωνικόν ἔργον. [1225,591,1382,654]
brief-subhead: ΤΟΥΣ ΕΣΤΑΛΗΣΑΝ ΕΙΣ ΑΛΕΞΑΝΔΡΕΙΑΝ [1410,562,1542,588]
article-text: Ἀπό τῆς Δευτέρας καί μέχρι τοῦ Σαββάτου θά λειτουργῇ κανονικῶς τό πρόγραμμα εἰς τάς αἰθούσας τῆς πόλεως καί τῶν προαστίων, κατόπιν ἀνακοινώσεως. [198,861,383,924]
taxi-area: Κατηνα [198,1276,236,1288]
article-text: Ἀπό τῆς Δευτέρας καί μέχρι τοῦ Σαββάτου θά λειτουργῇ κανονικῶς τό πρόγραμμα εἰς τάς αἰθούσας τῆς πόλεως καί τῶν προαστίων, κατόπιν ἀνακοινώσεως. [394,51,583,114]
feature-deck: Θά μεταφέρῃ ἐδῶ τό «Πολύτροπο» του.—Φεύγει τήν Δευτέρα γιά τήν Ἀμερική. [1001,147,1368,188]
taxi-number: 234.035 [341,1251,383,1263]
article-text: Ἀπό τῆς Δευτέρας καί μέχρι τοῦ Σαββάτου θά λειτουργῇ κανονικῶς τό πρόγραμμα εἰς τάς αἰθούσας τῆς πόλεως καί τῶν προαστίων, κατόπιν ἀνακοινώσεως. [12,1127,186,1203]
cinema-section [12,1813,385,2324]
article-text: Ἀπό τῆς Δευτέρας καί μέχρι τοῦ Σαββάτου θά λειτουργῇ κανονικῶς τό πρόγραμμα εἰς τάς αἰθούσας τῆς πόλεως καί τῶν προαστίων, κατόπιν ἀνακοινώσεως. [198,230,383,292]
brief-headline: ΛΑΜΒΑΝΟΝΤΑΙ ΜΕΤΡΑ ΔΙΑ ΤΗΝ ΑΣΦΑΛΗ ΝΑΥΣΙΠΛΟΪΑΝ [1399,1238,1552,1264]
article-text: Εἰς τόν ἰατρόν τῆς Κλινικῆς καί τό προσωπικόν τῆς ἐκφράζομεν τάς θερμοτέρας εὐχαριστίας μας διά τάς φροντίδας των. Ἡ οἰκογένεια. [987,1573,1179,1624]
section-banner-weddings: Μέλλοντες γάμοι [12,912,186,973]
taxi-phone-row [198,1382,383,1395]
article-text: Ἀπό τῆς Δευτέρας καί μέχρι τοῦ Σαββάτου θά λειτουργῇ κανονικῶς τό πρόγραμμα εἰς τάς αἰθούσας τῆς πόλεως καί τῶν προαστίων, κατόπιν ἀνακοινώσεως. [595,192,779,255]
article-text: Ἀπό τῆς Δευτέρας καί μέχρι τοῦ Σαββάτου θά λειτουργῇ κανονικῶς τό πρόγραμμα εἰς τάς αἰθούσας τῆς πόλεως καί τῶν προαστίων, κατόπιν ἀνακοινώσεως. [12,764,186,840]
article-text: Εἰς τόν ἰατρόν τῆς Κλινικῆς καί τό προσωπικόν τῆς ἐκφράζομεν τάς θερμοτέρας εὐχαριστίας μας διά τάς φροντίδας των. Ἡ οἰκογένεια. [394,637,583,687]
taxi-area: Χαριλάου [198,1434,246,1446]
brief-subhead: ΜΕΤΑ ΑΠΟ 8 ΜΗΝΑΣ [1413,108,1539,121]
article-text: Ἀπό τῆς Δευτέρας καί μέχρι τοῦ Σαββάτου θά λειτουργῇ κανονικῶς τό πρόγραμμα εἰς τάς αἰθούσας τῆς πόλεως καί τῶν προαστίων, κατόπιν ἀνακοινώσεως. [198,997,383,1059]
taxi-phone-row [198,1317,383,1329]
article-text: Εἰς τόν ἰατρόν τῆς Κλινικῆς καί τό προσωπικόν τῆς ἐκφράζομεν τάς θερμοτέρας εὐχαριστίας μας διά τάς φροντίδας των. Ἡ οἰκογένεια. [595,1706,779,1769]
article-text: Εἰς τόν ἰατρόν τῆς Κλινικῆς καί τό προσωπικόν τῆς ἐκφράζομεν τάς θερμοτέρας εὐχαριστίας μας διά τάς φροντίδας των. Ἡ οἰκογένεια. [12,275,186,337]
taxi-area: Βούλγαρη [198,1198,248,1210]
taxi-phone-row [198,1421,383,1434]
separator [1393,506,1558,507]
column-events [595,12,779,1909]
separator [1393,672,1558,673]
article-text: Ἀπό τῆς Δευτέρας καί μέχρι τοῦ Σαββάτου θά λειτουργῇ κανονικῶς τό πρόγραμμα εἰς τάς αἰθούσας τῆς πόλεως καί τῶν προαστίων, κατόπιν ἀνακοινώσεως. [12,342,186,418]
